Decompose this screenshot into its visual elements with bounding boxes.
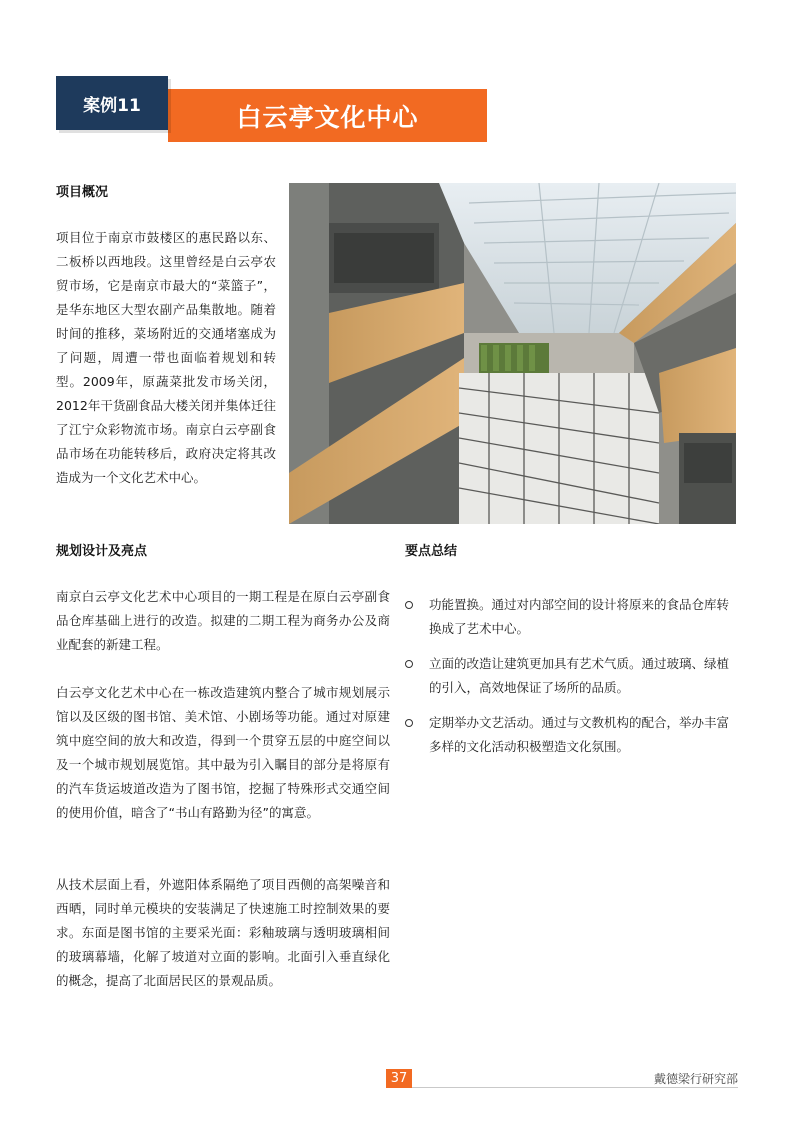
atrium-photo (289, 183, 736, 524)
footer-org: 戴德梁行研究部 (653, 1072, 738, 1086)
key-points-heading: 要点总结 (405, 544, 458, 559)
key-points-list (405, 593, 735, 770)
list-item (405, 593, 735, 641)
atrium-illustration (289, 183, 736, 524)
list-item-text: 功能置换。通过对内部空间的设计将原来的食品仓库转换成了艺术中心。 (429, 597, 730, 636)
design-heading: 规划设计及亮点 (56, 544, 148, 559)
footer-divider (386, 1087, 738, 1088)
page-number: 37 (386, 1069, 412, 1088)
circle-bullet-icon (405, 601, 413, 609)
design-paragraph-1: 南京白云亭文化艺术中心项目的一期工程是在原白云亭副食品仓库基础上进行的改造。拟建的二期工程为商务办公及商业配套的新建工程。 (56, 589, 390, 652)
circle-bullet-icon (405, 660, 413, 668)
list-item (405, 711, 735, 759)
case-label-badge: 案例11 (56, 76, 168, 130)
page-title: 白云亭文化中心 (168, 89, 487, 142)
list-item-text: 定期举办文艺活动。通过与文教机构的配合，举办丰富多样的文化活动积极塑造文化氛围。 (429, 715, 730, 754)
overview-text: 项目位于南京市鼓楼区的惠民路以东、二板桥以西地段。这里曾经是白云亭农贸市场，它是南京市最大的“菜篮子”，是华东地区大型农副产品集散地。随着时间的推移，菜场附近的交通堵塞成为了问题，周遭一带也面临着规划和转型。2009年，原蔬菜批发市场关闭，2012年干货副食品大楼关闭并集体迁往了江宁众彩物流市场。南京白云亭副食品市场在功能转移后，政府决定将其改造成为一个文化艺术中心。 (56, 230, 276, 485)
overview-heading: 项目概况 (56, 185, 109, 200)
list-item (405, 652, 735, 700)
design-paragraph-2: 白云亭文化艺术中心在一栋改造建筑内整合了城市规划展示馆以及区级的图书馆、美术馆、小剧场等功能。通过对原建筑中庭空间的放大和改造，得到一个贯穿五层的中庭空间以及一个城市规划展览馆。其中最为引入瞩目的部分是将原有的汽车货运坡道改造为了图书馆，挖掘了特殊形式交通空间的使用价值，暗含了“书山有路勤为径”的寓意。 (56, 685, 390, 820)
list-item-text: 立面的改造让建筑更加具有艺术气质。通过玻璃、绿植的引入，高效地保证了场所的品质。 (429, 656, 730, 695)
design-paragraph-3: 从技术层面上看，外遮阳体系隔绝了项目西侧的高架噪音和西晒，同时单元模块的安装满足了快速施工时控制效果的要求。东面是图书馆的主要采光面：彩釉玻璃与透明玻璃相间的玻璃幕墙，化解了坡道对立面的影响。北面引入垂直绿化的概念，提高了北面居民区的景观品质。 (56, 877, 390, 988)
circle-bullet-icon (405, 719, 413, 727)
